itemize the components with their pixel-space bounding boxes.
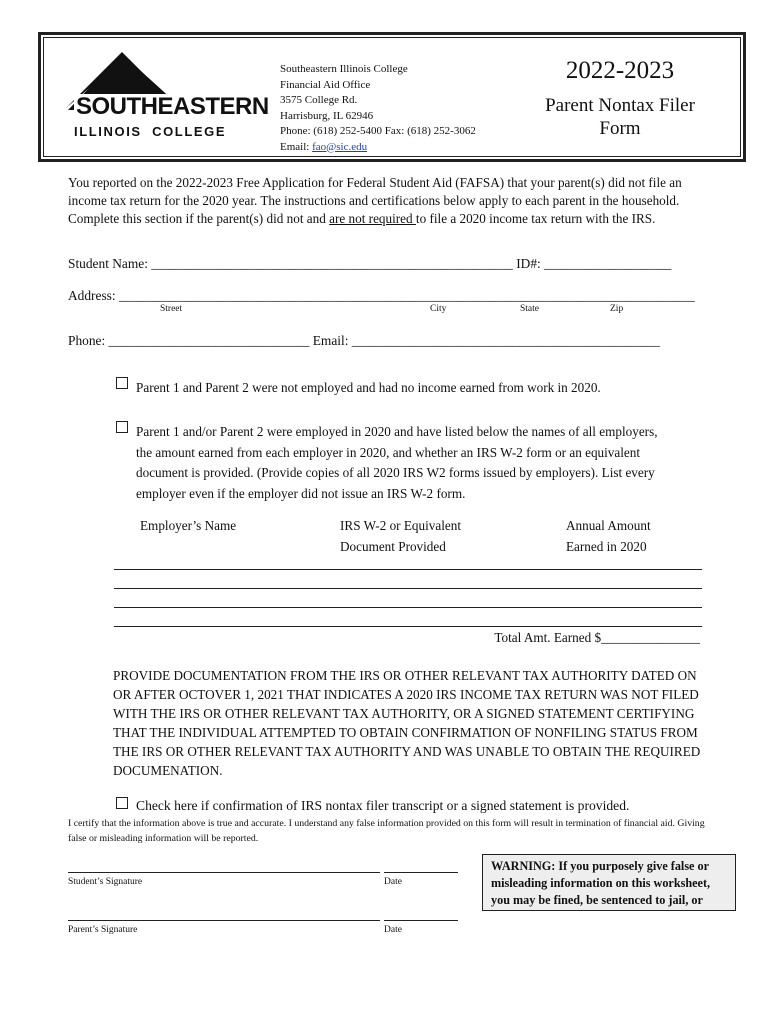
state-label: State xyxy=(520,304,539,314)
contact-line: Financial Aid Office xyxy=(280,78,371,91)
option-employed-line: Parent 1 and/or Parent 2 were employed in 2020 and have listed below the names of all employers, xyxy=(136,424,658,439)
form-year: 2022-2023 xyxy=(565,57,675,84)
amount-header xyxy=(566,516,651,557)
email-link[interactable]: fao@sic.edu xyxy=(312,140,368,153)
contact-block xyxy=(280,62,476,155)
student-date-line[interactable] xyxy=(384,872,458,873)
parent-date-label: Date xyxy=(384,925,402,935)
logo-word: SOUTHEASTERN xyxy=(76,93,269,120)
parent-date-line[interactable] xyxy=(384,920,458,921)
zip-label: Zip xyxy=(610,304,624,314)
no-income-checkbox[interactable] xyxy=(116,377,128,389)
option-employed-label xyxy=(136,422,658,504)
address-field[interactable]: Address: ______________________________________________________________________________________ xyxy=(68,288,695,303)
contact-line: Phone: (618) 252-5400 Fax: (618) 252-3062 xyxy=(280,125,476,137)
street-label: Street xyxy=(160,304,183,314)
contact-line: Harrisburg, IL 62946 xyxy=(280,109,374,122)
contact-line: 3575 College Rd. xyxy=(280,94,358,106)
student-name-id-field[interactable]: Student Name: ______________________________________________________ ID#: ___________________ xyxy=(68,256,672,271)
contact-email-row xyxy=(280,140,476,156)
employer-row-line[interactable] xyxy=(114,626,702,627)
w2-header-line: IRS W-2 or Equivalent xyxy=(340,518,461,533)
w2-header-line: Document Provided xyxy=(340,538,446,554)
phone-email-field[interactable]: Phone: ______________________________ Email: ______________________________________________ xyxy=(68,333,660,348)
intro-underlined: are not required xyxy=(329,211,416,226)
parent-signature-label: Parent’s Signature xyxy=(68,925,138,935)
parent-signature-line[interactable] xyxy=(68,920,380,921)
total-earned-field[interactable]: Total Amt. Earned $_______________ xyxy=(494,630,700,645)
intro-text: to file a 2020 income tax return with the IRS. xyxy=(415,211,656,226)
student-date-label: Date xyxy=(384,877,402,887)
student-signature-line[interactable] xyxy=(68,872,380,873)
form-title-line: Parent Nontax Filer xyxy=(545,95,695,116)
option-employed-line: the amount earned from each employer in 2020, and whether an IRS W-2 form or an equivalent xyxy=(136,444,641,460)
w2-header xyxy=(340,516,461,557)
logo-subtitle: ILLINOIS COLLEGE xyxy=(74,124,227,139)
amount-header-line: Earned in 2020 xyxy=(566,538,647,554)
employer-row-line[interactable] xyxy=(114,588,702,589)
warning-box: WARNING: If you purposely give false or misleading information on this worksheet, you may be fined, be sentenced to jail, or xyxy=(482,854,736,911)
email-label: Email: xyxy=(280,140,313,153)
employer-row-line[interactable] xyxy=(114,607,702,608)
form-title-line: Form xyxy=(599,118,641,139)
employed-checkbox[interactable] xyxy=(116,421,128,433)
college-logo xyxy=(66,52,269,142)
option-employed-line: employer even if the employer did not issue an IRS W-2 form. xyxy=(136,485,466,501)
option-employed-line: document is provided. (Provide copies of all 2020 IRS W2 forms issued by employers). List every xyxy=(136,465,655,480)
employer-row-line[interactable] xyxy=(114,569,702,570)
intro-text: You reported on the 2022-2023 Free Application for Federal Student Aid (FAFSA) that your parent(s) did not file an income tax return for the 2020 year. The instructions and certifications below apply to each parent in the household. Complete this section if the parent(s) did not and xyxy=(68,175,682,226)
amount-header-line: Annual Amount xyxy=(566,518,651,533)
option-no-income-label: Parent 1 and Parent 2 were not employed and had no income earned from work in 2020. xyxy=(136,380,601,395)
form-title-block xyxy=(520,56,720,140)
certification-text: I certify that the information above is true and accurate. I understand any false information provided on this form will result in termination of financial aid. Giving false or misleading information will be reported. xyxy=(68,818,705,844)
form-title xyxy=(520,94,720,140)
student-signature-label: Student’s Signature xyxy=(68,877,143,887)
confirmation-label: Check here if confirmation of IRS nontax filer transcript or a signed statement is provided. xyxy=(136,798,630,813)
documentation-requirement: PROVIDE DOCUMENTATION FROM THE IRS OR OTHER RELEVANT TAX AUTHORITY DATED ON OR AFTER OCTOVER 1, 2021 THAT INDICATES A 2020 IRS INCOME TAX RETURN WAS NOT FILED WITH THE IRS OR OTHER RELEVANT TAX AUTHORITY, OR A SIGNED STATEMENT CERTIFYING THAT THE INDIVIDUAL ATTEMPTED TO OBTAIN CONFIRMATION OF NONFILING STATUS FROM THE IRS OR OTHER RELEVANT TAX AUTHORITY AND WAS UNABLE TO OBTAIN THE REQUIRED DOCUMENATION. xyxy=(113,668,701,778)
city-label: City xyxy=(430,304,447,314)
contact-line: Southeastern Illinois College xyxy=(280,63,408,75)
employer-name-header: Employer’s Name xyxy=(140,518,237,533)
confirmation-checkbox[interactable] xyxy=(116,797,128,809)
intro-paragraph xyxy=(68,174,708,228)
